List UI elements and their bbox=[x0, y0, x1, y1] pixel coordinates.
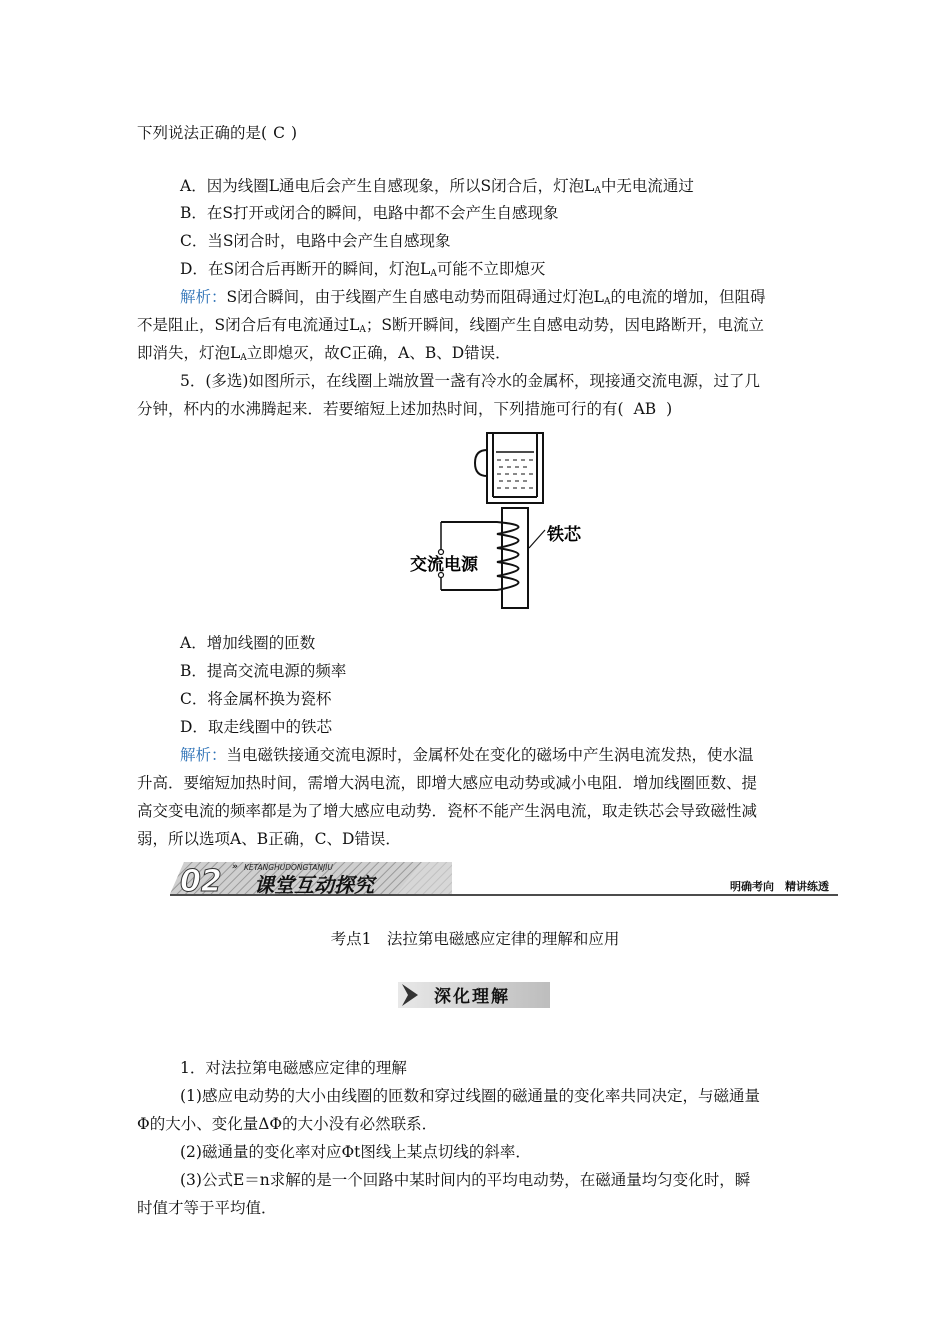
tag-label: 深化理解 bbox=[434, 987, 510, 1007]
banner-right-text: 明确考向 精讲练透 bbox=[730, 880, 829, 893]
q4-analysis-line-2 bbox=[137, 312, 817, 343]
option-text: 在S打开或闭合的瞬间，电路中都不会产生自感现象 bbox=[206, 204, 559, 222]
option-label: C． bbox=[180, 232, 208, 250]
option-text: 提高交流电源的频率 bbox=[206, 662, 347, 680]
question-stem-text: 分钟，杯内的水沸腾起来．若要缩短上述加热时间，下列措施可行的有( bbox=[137, 400, 624, 418]
subscript: A bbox=[603, 297, 611, 307]
option-label: A． bbox=[180, 177, 207, 195]
q5-analysis-line-1 bbox=[180, 742, 860, 768]
analysis-text: ；S断开瞬间，线圈产生自感电动势，因电路断开，电流立 bbox=[365, 316, 765, 334]
analysis-text: 即消失，灯泡L bbox=[137, 344, 241, 362]
subscript: A bbox=[359, 325, 366, 335]
option-label: D． bbox=[180, 718, 208, 736]
deep-understanding-tag bbox=[398, 980, 550, 1010]
option-text: 当S闭合时，电路中会产生自感现象 bbox=[207, 232, 451, 250]
option-text-tail: 可能不立即熄灭 bbox=[436, 260, 546, 278]
answer-text: AB bbox=[633, 400, 657, 418]
label-pointer bbox=[529, 530, 545, 548]
content-p2: (2)磁通量的变化率对应Φt图线上某点切线的斜率． bbox=[180, 1143, 531, 1161]
q5-option-a bbox=[180, 630, 860, 656]
q4-option-c bbox=[180, 228, 860, 254]
q5-option-c bbox=[180, 686, 860, 712]
banner-number: 02 bbox=[180, 864, 222, 898]
power-source-label: 交流电源 bbox=[410, 555, 478, 575]
content-p1-line-1: (1)感应电动势的大小由线圈的匝数和穿过线圈的磁通量的变化率共同决定，与磁通量 bbox=[180, 1087, 760, 1105]
question-stem-end: ) bbox=[290, 124, 297, 142]
analysis-label: 解析： bbox=[180, 288, 227, 306]
content-p1-line-2: Φ的大小、变化量ΔΦ的大小没有必然联系． bbox=[137, 1115, 438, 1133]
banner-pinyin: KETANGHUDONGTANJIU bbox=[244, 863, 333, 872]
analysis-label: 解析： bbox=[180, 746, 227, 764]
option-label: D． bbox=[180, 260, 208, 278]
option-text: 取走线圈中的铁芯 bbox=[207, 718, 332, 736]
analysis-text: 立即熄灭，故C正确，A、B、D错误． bbox=[246, 344, 511, 362]
content-p3-line-1: (3)公式E＝n求解的是一个回路中某时间内的平均电动势，在磁通量均匀变化时，瞬 bbox=[180, 1171, 751, 1189]
question-stem-end: ) bbox=[666, 400, 673, 418]
q5-analysis-line-2: 升高．要缩短加热时间，需增大涡电流，即增大感应电动势或减小电阻．增加线圈匝数、提 bbox=[137, 774, 758, 792]
iron-core-label: 铁芯 bbox=[547, 525, 581, 545]
q4-analysis-line-1 bbox=[180, 284, 817, 315]
option-label: B． bbox=[180, 204, 207, 222]
option-label: C． bbox=[180, 690, 208, 708]
option-text: 因为线圈L通电后会产生自感现象，所以S闭合后，灯泡L bbox=[206, 177, 595, 195]
q5-option-b bbox=[180, 658, 860, 684]
double-chevron-icon: » bbox=[232, 862, 238, 872]
q4-option-b bbox=[180, 200, 860, 226]
question-5-stem-line-1: 5．(多选)如图所示，在线圈上端放置一盏有冷水的金属杯，现接通交流电源，过了几 bbox=[180, 372, 760, 390]
content-p3-line-2: 时值才等于平均值． bbox=[137, 1199, 277, 1217]
subscript: A bbox=[430, 269, 437, 279]
content-heading: 1．对法拉第电磁感应定律的理解 bbox=[180, 1059, 407, 1077]
q4-analysis-line-3 bbox=[137, 340, 817, 371]
question-4-stem bbox=[137, 120, 817, 146]
subscript: A bbox=[594, 186, 601, 196]
option-text: 增加线圈的匝数 bbox=[206, 634, 316, 652]
banner-title: 课堂互动探究 bbox=[254, 873, 374, 897]
terminal-top bbox=[439, 550, 444, 555]
analysis-text: 当电磁铁接通交流电源时，金属杯处在变化的磁场中产生涡电流发热，使水温 bbox=[226, 746, 754, 764]
section-banner bbox=[170, 858, 838, 898]
subscript: A bbox=[240, 353, 247, 363]
option-text: 在S闭合后再断开的瞬间，灯泡L bbox=[207, 260, 431, 278]
water bbox=[496, 452, 534, 488]
q5-analysis-line-3: 高交变电流的频率都是为了增大感应电动势．瓷杯不能产生涡电流，取走铁芯会导致磁性减 bbox=[137, 802, 758, 820]
q4-option-d bbox=[180, 256, 860, 287]
option-label: B． bbox=[180, 662, 207, 680]
analysis-text: 的电流的增加，但阻碍 bbox=[610, 288, 766, 306]
metal-cup bbox=[475, 433, 543, 503]
induction-heating-figure bbox=[405, 430, 595, 615]
answer-text: C bbox=[273, 124, 285, 142]
option-text: 将金属杯换为瓷杯 bbox=[207, 690, 332, 708]
question-stem-text: 下列说法正确的是( bbox=[137, 124, 268, 142]
option-text-tail: 中无电流通过 bbox=[600, 177, 694, 195]
q5-analysis-line-4: 弱，所以选项A、B正确，C、D错误． bbox=[137, 830, 401, 848]
analysis-text: S闭合瞬间，由于线圈产生自感电动势而阻碍通过灯泡L bbox=[226, 288, 604, 306]
analysis-text: 不是阻止，S闭合后有电流通过L bbox=[137, 316, 360, 334]
topic-title: 考点1 法拉第电磁感应定律的理解和应用 bbox=[330, 930, 620, 948]
q5-option-d bbox=[180, 714, 860, 740]
question-5-stem-line-2 bbox=[137, 396, 817, 422]
option-label: A． bbox=[180, 634, 207, 652]
